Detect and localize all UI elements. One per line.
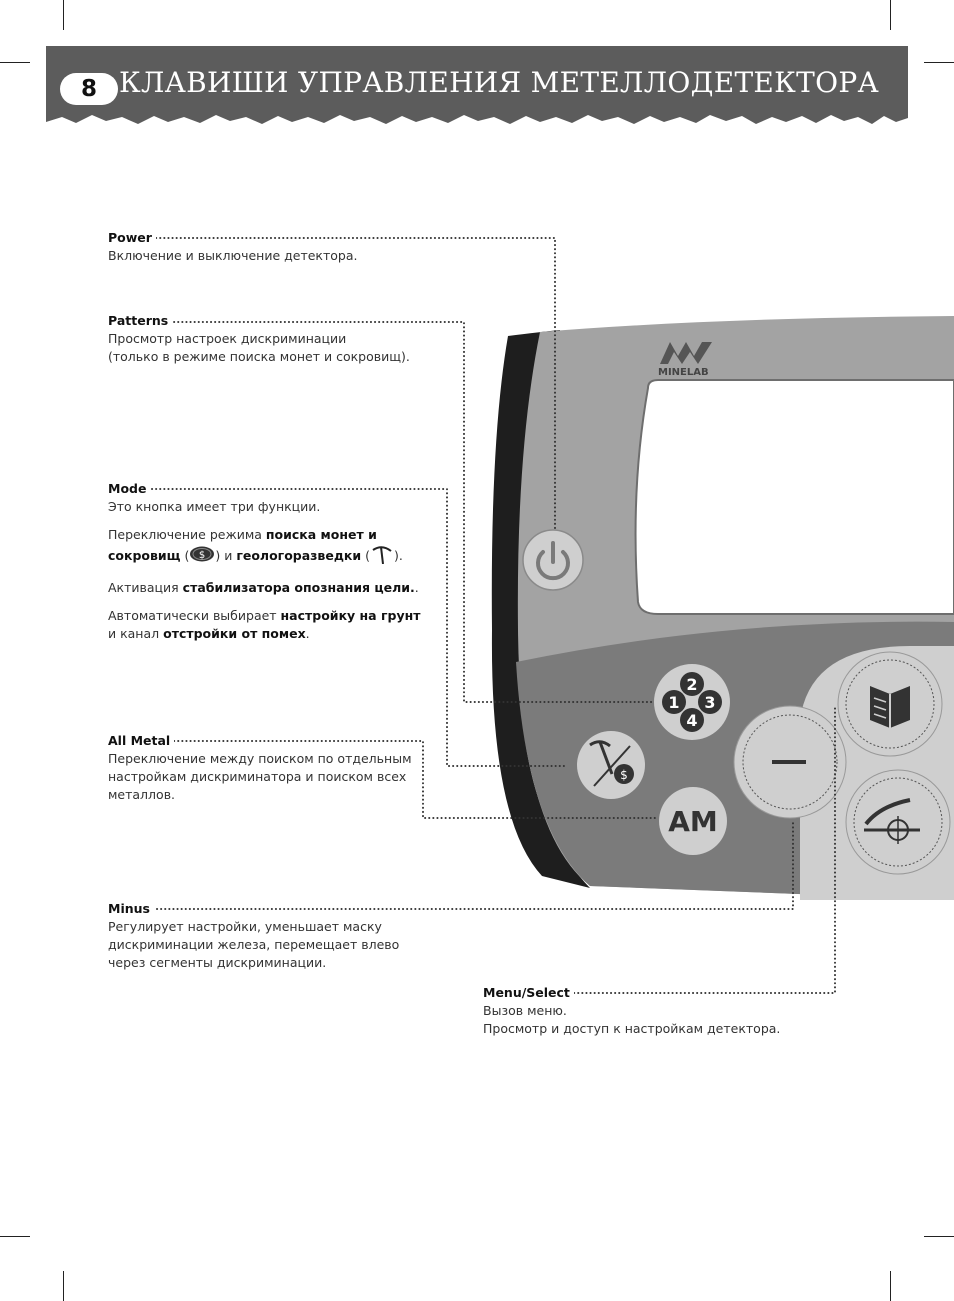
menu-select-leader <box>570 706 835 993</box>
page-number: 8 <box>60 73 118 105</box>
patterns-text-2: (только в режиме поиска монет и сокровищ). <box>108 349 410 364</box>
am-label: AM <box>668 805 718 838</box>
all-metal-description <box>108 732 413 804</box>
power-text: Включение и выключение детектора. <box>108 248 358 263</box>
page-title: КЛАВИШИ УПРАВЛЕНИЯ МЕТЕЛЛОДЕТЕКТОРА <box>119 66 880 99</box>
patterns-text-1: Просмотр настроек дискриминации <box>108 331 347 346</box>
menu-select-description <box>483 984 813 1038</box>
pattern-number-2: 2 <box>686 675 698 694</box>
svg-text:$: $ <box>620 768 628 782</box>
menu-select-label: Menu/Select <box>483 985 574 1000</box>
all-metal-text: Переключение между поиском по отдельным настройкам дискриминатора и поиском всех металлов. <box>108 751 412 802</box>
menu-select-text-2: Просмотр и доступ к настройкам детектора. <box>483 1021 781 1036</box>
mode-label: Mode <box>108 481 150 496</box>
patterns-description <box>108 312 448 366</box>
pattern-number-3: 3 <box>704 693 716 712</box>
pickaxe-icon <box>370 544 394 569</box>
mode-function-2: Активация стабилизатора опознания цели.. <box>108 580 419 595</box>
coin-icon <box>189 546 215 567</box>
power-label: Power <box>108 230 156 245</box>
mode-description <box>108 480 430 653</box>
mode-function-3: Автоматически выбирает настройку на грунт и канал отстройки от помех. <box>108 608 421 641</box>
all-metal-label: All Metal <box>108 733 174 748</box>
menu-select-text-1: Вызов меню. <box>483 1003 567 1018</box>
minus-label: Minus <box>108 901 154 916</box>
mode-function-1: Переключение режима поиска монет и сокровищ ( $ ) и геологоразведки ( ). <box>108 526 430 569</box>
mode-intro: Это кнопка имеет три функции. <box>108 499 321 514</box>
minus-text: Регулирует настройки, уменьшает маску дискриминации железа, перемещает влево через сегменты дискриминации. <box>108 919 400 970</box>
minus-description <box>108 900 438 972</box>
pattern-number-1: 1 <box>668 693 680 712</box>
power-description <box>108 229 528 265</box>
minus-leader <box>157 820 793 909</box>
brand-label: MINELAB <box>658 367 709 378</box>
pattern-number-4: 4 <box>686 711 698 730</box>
patterns-label: Patterns <box>108 313 172 328</box>
svg-text:$: $ <box>199 550 206 561</box>
